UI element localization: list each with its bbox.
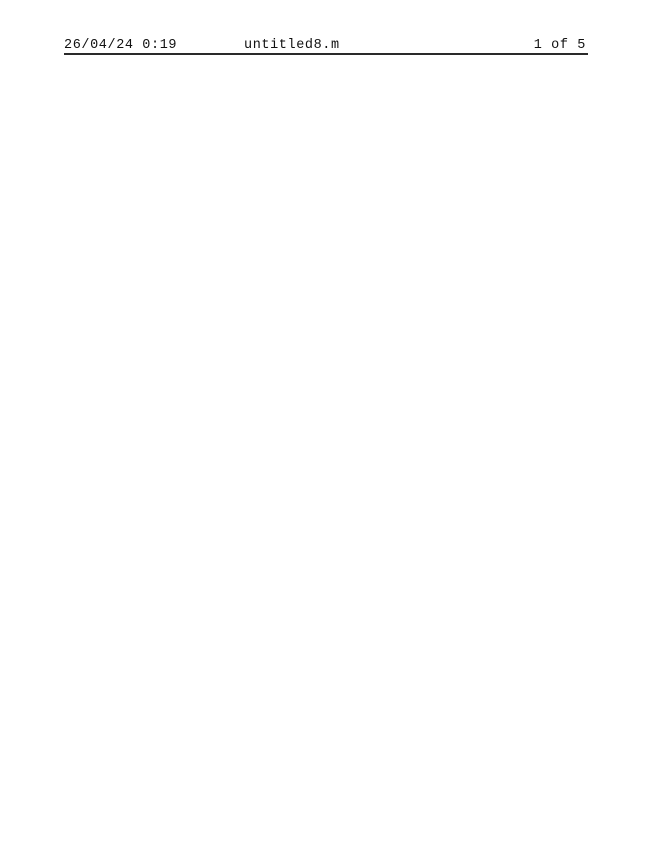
header-rule — [64, 53, 588, 55]
page-header — [64, 38, 588, 54]
file-name: untitled8.m — [244, 38, 340, 53]
page-number: 1 of 5 — [533, 38, 586, 53]
print-date: 26/04/24 0:19 — [64, 38, 178, 53]
